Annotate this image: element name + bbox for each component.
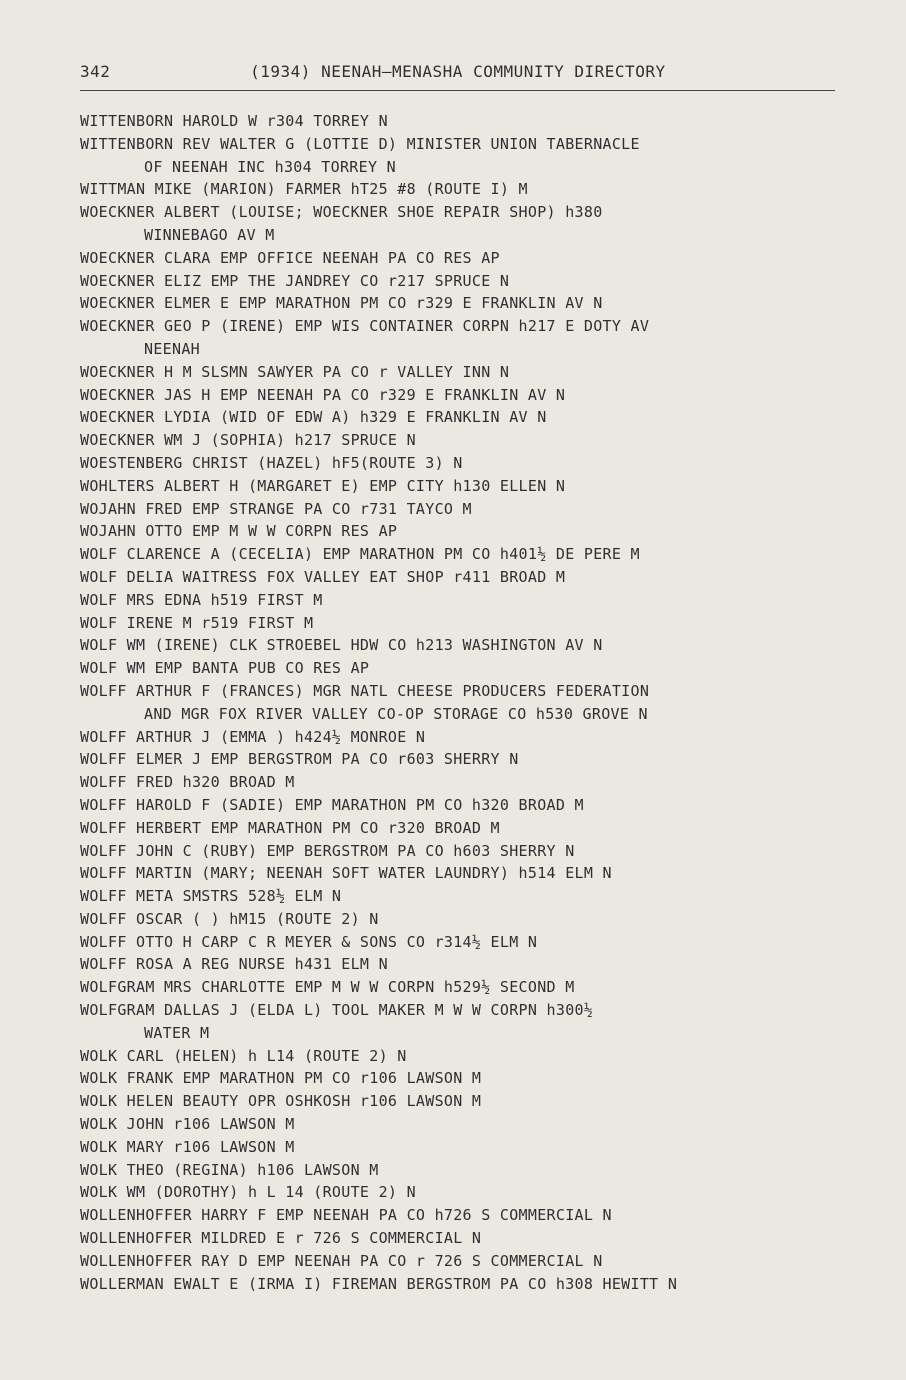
directory-entry <box>80 885 880 908</box>
directory-entry <box>80 110 880 133</box>
entry-text: WOLF MRS EDNA h519 FIRST M <box>80 590 323 609</box>
entry-text: WOESTENBERG CHRIST (HAZEL) hF5(ROUTE 3) N <box>80 453 463 472</box>
directory-entry <box>80 429 880 452</box>
directory-entry <box>80 406 880 429</box>
entry-text: WOJAHN OTTO EMP M W W CORPN RES AP <box>80 522 398 541</box>
entry-text: WOECKNER H M SLSMN SAWYER PA CO r VALLEY INN N <box>80 362 510 381</box>
directory-entry <box>80 247 880 270</box>
directory-entry <box>80 817 880 840</box>
entry-text: WOLLENHOFFER RAY D EMP NEENAH PA CO r 726 S COMMERCIAL N <box>80 1251 603 1270</box>
entry-text: WOLFF HERBERT EMP MARATHON PM CO r320 BROAD M <box>80 818 500 837</box>
entry-text: WOECKNER CLARA EMP OFFICE NEENAH PA CO RES AP <box>80 248 500 267</box>
entry-text: WITTENBORN REV WALTER G (LOTTIE D) MINISTER UNION TABERNACLE <box>80 134 640 153</box>
entry-text: WOLFF OSCAR ( ) hM15 (ROUTE 2) N <box>80 909 379 928</box>
header-rule <box>80 90 835 91</box>
entry-text: WOECKNER ELIZ EMP THE JANDREY CO r217 SPRUCE N <box>80 271 510 290</box>
entry-text: WOLK THEO (REGINA) h106 LAWSON M <box>80 1160 379 1179</box>
entry-continuation: AND MGR FOX RIVER VALLEY CO-OP STORAGE CO h530 GROVE N <box>144 704 648 723</box>
directory-entry <box>80 953 880 976</box>
entry-text: WOECKNER GEO P (IRENE) EMP WIS CONTAINER CORPN h217 E DOTY AV <box>80 317 650 336</box>
directory-entry <box>80 201 880 247</box>
entry-text: WOLFF ARTHUR F (FRANCES) MGR NATL CHEESE PRODUCERS FEDERATION <box>80 681 650 700</box>
entry-text: WOLFF OTTO H CARP C R MEYER & SONS CO r314½ ELM N <box>80 932 538 951</box>
entry-text: WOLK WM (DOROTHY) h L 14 (ROUTE 2) N <box>80 1183 416 1202</box>
directory-entry <box>80 566 880 589</box>
entry-text: WOLFF HAROLD F (SADIE) EMP MARATHON PM CO h320 BROAD M <box>80 795 584 814</box>
directory-entry <box>80 133 880 179</box>
entry-text: WOLF WM (IRENE) CLK STROEBEL HDW CO h213 WASHINGTON AV N <box>80 636 603 655</box>
directory-entry <box>80 1159 880 1182</box>
directory-entry <box>80 1181 880 1204</box>
entry-text: WOLLENHOFFER MILDRED E r 726 S COMMERCIAL N <box>80 1229 482 1248</box>
entry-text: WOLF IRENE M r519 FIRST M <box>80 613 314 632</box>
directory-entry <box>80 612 880 635</box>
entry-text: WOECKNER WM J (SOPHIA) h217 SPRUCE N <box>80 431 416 450</box>
entry-continuation: OF NEENAH INC h304 TORREY N <box>144 157 396 176</box>
directory-entry <box>80 498 880 521</box>
directory-entry <box>80 1273 880 1296</box>
directory-entry <box>80 1227 880 1250</box>
entry-text: WOLFF FRED h320 BROAD M <box>80 773 295 792</box>
directory-entry <box>80 634 880 657</box>
directory-entry <box>80 1250 880 1273</box>
directory-entry <box>80 361 880 384</box>
directory-entry <box>80 1090 880 1113</box>
directory-entry <box>80 726 880 749</box>
directory-entry <box>80 292 880 315</box>
directory-entry <box>80 680 880 726</box>
page-number: 342 <box>80 62 111 81</box>
directory-entry <box>80 1113 880 1136</box>
entry-text: WOLK HELEN BEAUTY OPR OSHKOSH r106 LAWSON M <box>80 1092 482 1111</box>
entry-text: WOLFF MARTIN (MARY; NEENAH SOFT WATER LAUNDRY) h514 ELM N <box>80 864 612 883</box>
directory-entry <box>80 1045 880 1068</box>
entry-text: WOLF CLARENCE A (CECELIA) EMP MARATHON PM CO h401½ DE PERE M <box>80 545 640 564</box>
directory-entry <box>80 384 880 407</box>
entry-text: WOLF DELIA WAITRESS FOX VALLEY EAT SHOP r411 BROAD M <box>80 567 566 586</box>
directory-entry <box>80 589 880 612</box>
directory-entry <box>80 657 880 680</box>
entry-text: WITTENBORN HAROLD W r304 TORREY N <box>80 112 388 130</box>
entry-text: WOECKNER JAS H EMP NEENAH PA CO r329 E FRANKLIN AV N <box>80 385 566 404</box>
entry-text: WOLK MARY r106 LAWSON M <box>80 1137 295 1156</box>
directory-entry <box>80 931 880 954</box>
directory-entry <box>80 794 880 817</box>
page-header <box>80 62 840 81</box>
running-title: (1934) NEENAH–MENASHA COMMUNITY DIRECTORY <box>250 62 666 81</box>
entry-text: WOECKNER ALBERT (LOUISE; WOECKNER SHOE REPAIR SHOP) h380 <box>80 203 603 222</box>
entry-text: WITTMAN MIKE (MARION) FARMER hT25 #8 (ROUTE I) M <box>80 180 528 199</box>
directory-entry <box>80 840 880 863</box>
directory-entry <box>80 270 880 293</box>
directory-entry <box>80 452 880 475</box>
directory-entry <box>80 520 880 543</box>
entry-text: WOLLERMAN EWALT E (IRMA I) FIREMAN BERGSTROM PA CO h308 HEWITT N <box>80 1274 678 1293</box>
entry-text: WOLFF JOHN C (RUBY) EMP BERGSTROM PA CO h603 SHERRY N <box>80 841 575 860</box>
entry-continuation: NEENAH <box>144 339 200 358</box>
directory-entry <box>80 748 880 771</box>
directory-entry <box>80 475 880 498</box>
entry-text: WOLFF ELMER J EMP BERGSTROM PA CO r603 SHERRY N <box>80 750 519 769</box>
directory-entry <box>80 771 880 794</box>
entry-text: WOLF WM EMP BANTA PUB CO RES AP <box>80 659 370 678</box>
directory-entry <box>80 1204 880 1227</box>
entry-text: WOECKNER LYDIA (WID OF EDW A) h329 E FRANKLIN AV N <box>80 408 547 427</box>
entry-text: WOLFGRAM MRS CHARLOTTE EMP M W W CORPN h529½ SECOND M <box>80 978 575 997</box>
directory-entry <box>80 543 880 566</box>
entry-text: WOJAHN FRED EMP STRANGE PA CO r731 TAYCO M <box>80 499 472 518</box>
directory-entry <box>80 1067 880 1090</box>
directory-entry <box>80 315 880 361</box>
directory-entries <box>80 110 880 1295</box>
entry-text: WOLFF META SMSTRS 528½ ELM N <box>80 887 342 906</box>
entry-text: WOLK CARL (HELEN) h L14 (ROUTE 2) N <box>80 1046 407 1065</box>
entry-text: WOLFGRAM DALLAS J (ELDA L) TOOL MAKER M W W CORPN h300½ <box>80 1001 594 1020</box>
entry-text: WOLK FRANK EMP MARATHON PM CO r106 LAWSON M <box>80 1069 482 1088</box>
directory-entry <box>80 862 880 885</box>
entry-continuation: WINNEBAGO AV M <box>144 225 275 244</box>
entry-continuation: WATER M <box>144 1023 210 1042</box>
directory-entry <box>80 908 880 931</box>
entry-text: WOHLTERS ALBERT H (MARGARET E) EMP CITY h130 ELLEN N <box>80 476 566 495</box>
entry-text: WOLK JOHN r106 LAWSON M <box>80 1115 295 1134</box>
entry-text: WOLLENHOFFER HARRY F EMP NEENAH PA CO h726 S COMMERCIAL N <box>80 1206 612 1225</box>
directory-entry <box>80 976 880 999</box>
directory-entry <box>80 1136 880 1159</box>
entry-text: WOLFF ROSA A REG NURSE h431 ELM N <box>80 955 388 974</box>
entry-text: WOLFF ARTHUR J (EMMA ) h424½ MONROE N <box>80 727 426 746</box>
directory-entry <box>80 178 880 201</box>
entry-text: WOECKNER ELMER E EMP MARATHON PM CO r329 E FRANKLIN AV N <box>80 294 603 313</box>
directory-entry <box>80 999 880 1045</box>
